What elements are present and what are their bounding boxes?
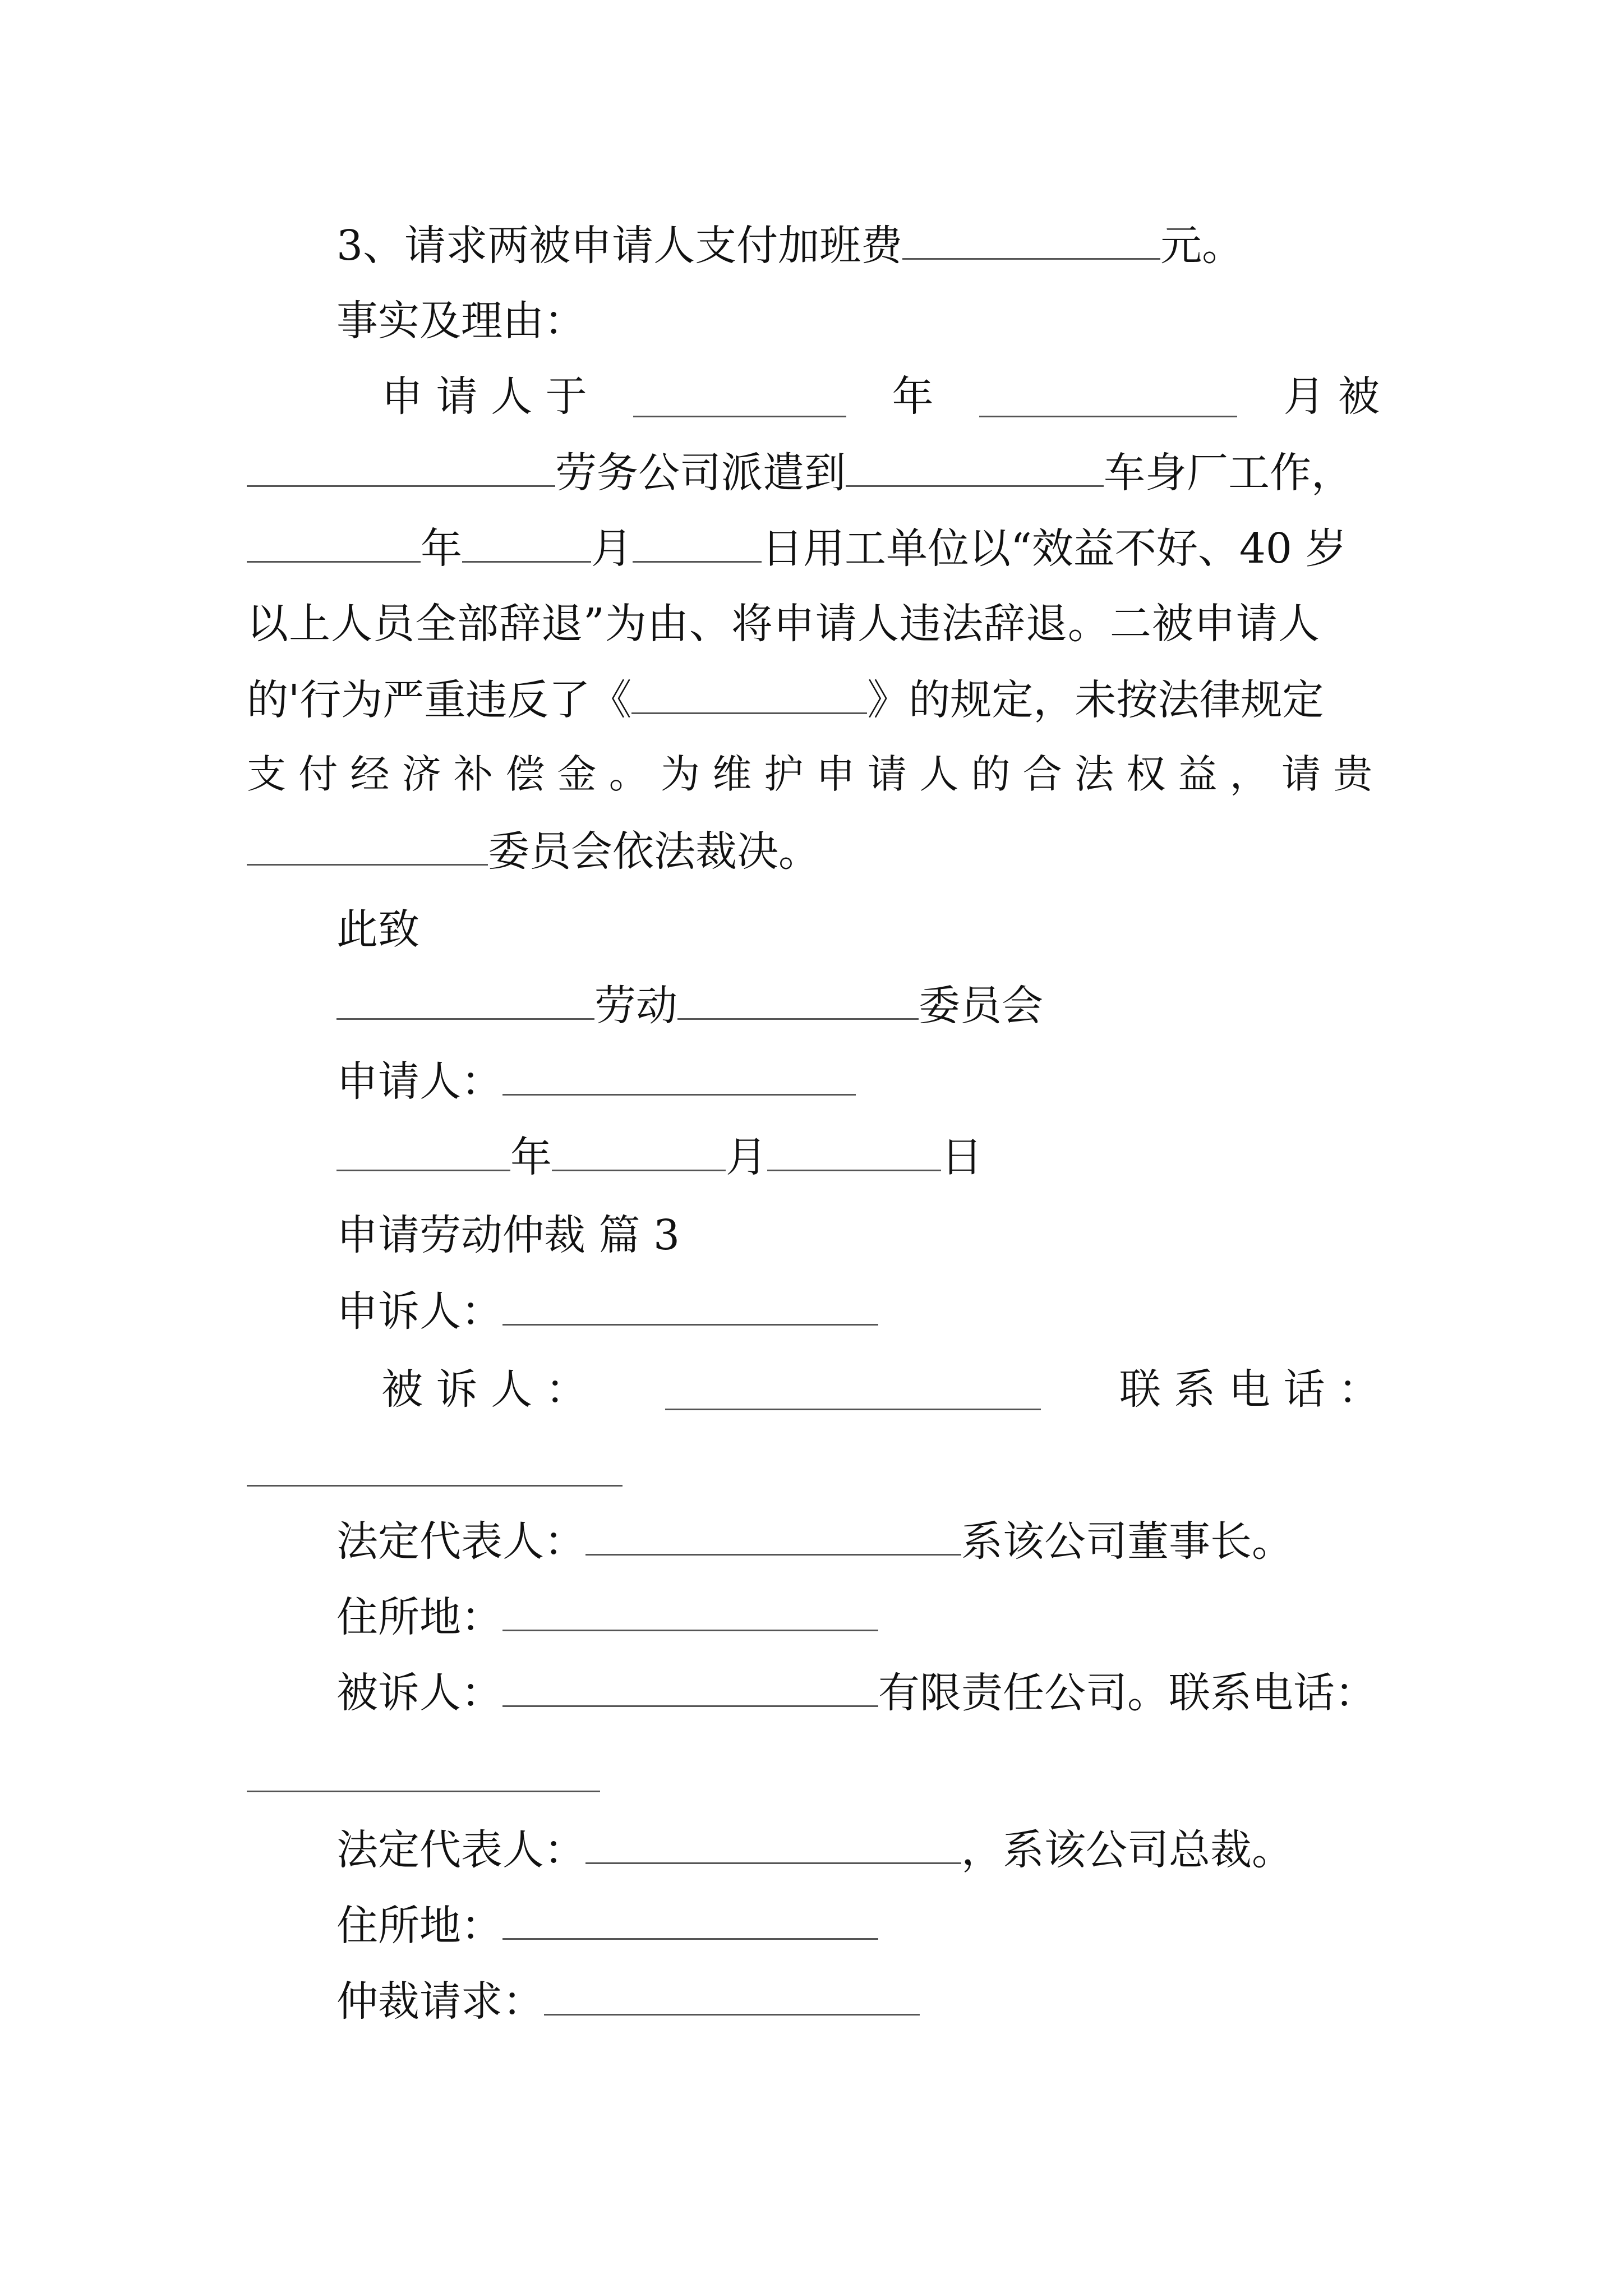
sign-month-label: 月 xyxy=(726,1133,767,1181)
phone-label: 联 系 电 话 ： xyxy=(1119,1365,1380,1414)
dismissal-month-field[interactable] xyxy=(462,527,591,563)
month-label: 月 被 xyxy=(1283,372,1380,421)
complainant-field[interactable] xyxy=(502,1290,878,1326)
respondent-line xyxy=(381,1365,1380,1414)
start-month-field[interactable] xyxy=(979,382,1237,417)
facts-line-7 xyxy=(247,827,820,876)
sign-year-field[interactable] xyxy=(336,1136,510,1171)
facts-line-3 xyxy=(247,524,1347,573)
facts-line-5 xyxy=(247,676,1324,724)
legal-rep-label: 法定代表人： xyxy=(336,1517,585,1566)
violation-suffix: 》的规定，未按法律规定 xyxy=(867,676,1324,724)
section-title: 申请劳动仲裁 篇 3 xyxy=(336,1211,680,1259)
factory-text: 车身厂工作， xyxy=(1104,449,1353,497)
committee-name-field[interactable] xyxy=(247,830,488,866)
claim-item-3-suffix: 元。 xyxy=(1160,222,1244,270)
committee-text: 委员会 xyxy=(919,982,1043,1030)
committee-region-field[interactable] xyxy=(336,984,594,1020)
respondent-field[interactable] xyxy=(665,1375,1041,1410)
address2-field[interactable] xyxy=(502,1904,878,1940)
legal-rep2-field[interactable] xyxy=(585,1829,961,1864)
arbitration-request-label: 仲裁请求： xyxy=(336,1977,544,2026)
dismissal-reason-text: 日用工单位以“效益不好、40 岁 xyxy=(762,524,1347,573)
address-field[interactable] xyxy=(502,1596,878,1631)
law-name-field[interactable] xyxy=(631,679,867,714)
legal-rep-field[interactable] xyxy=(585,1520,961,1556)
dismissal-year-field[interactable] xyxy=(247,527,421,563)
labor-text: 劳动 xyxy=(594,982,677,1030)
sign-day-field[interactable] xyxy=(767,1136,941,1171)
complainant-line xyxy=(336,1287,878,1336)
year-label: 年 xyxy=(892,372,934,421)
employer-field[interactable] xyxy=(846,452,1104,487)
legal-rep2-line xyxy=(336,1826,1293,1874)
overtime-amount-field[interactable] xyxy=(902,224,1160,260)
complainant-label: 申诉人： xyxy=(336,1287,502,1336)
applicant-text: 申 请 人 于 xyxy=(381,372,587,421)
respondent2-label: 被诉人： xyxy=(336,1669,502,1717)
legal-rep-suffix: 系该公司董事长。 xyxy=(961,1517,1293,1566)
facts-heading: 事实及理由： xyxy=(336,297,585,345)
facts-line-2 xyxy=(247,449,1353,497)
salutation: 此致 xyxy=(336,905,419,954)
dismissal-month-label: 月 xyxy=(591,524,633,573)
date-line xyxy=(336,1133,983,1181)
legal-rep2-label: 法定代表人： xyxy=(336,1826,585,1874)
arbitration-request-line xyxy=(336,1977,920,2026)
committee-type-field[interactable] xyxy=(677,984,919,1020)
arbitration-request-field[interactable] xyxy=(544,1980,920,2016)
address-label: 住所地： xyxy=(336,1593,502,1641)
respondent-label: 被 诉 人 ： xyxy=(381,1365,587,1414)
applicant-line xyxy=(336,1057,856,1106)
sign-day-label: 日 xyxy=(941,1133,983,1181)
respondent-phone-field[interactable] xyxy=(247,1484,623,1487)
claim-item-3 xyxy=(336,222,1244,270)
labor-company-field[interactable] xyxy=(247,452,555,487)
claim-item-3-text: 3、请求两被申请人支付加班费 xyxy=(336,222,903,270)
legal-rep2-suffix: ，系该公司总裁。 xyxy=(961,1826,1293,1874)
respondent2-field[interactable] xyxy=(502,1672,878,1707)
address2-line xyxy=(336,1902,878,1950)
sign-month-field[interactable] xyxy=(552,1136,726,1171)
applicant-label: 申请人： xyxy=(336,1057,502,1106)
legal-rep-line xyxy=(336,1517,1293,1566)
facts-line-4: 以上人员全部辞退”为由、将申请人违法辞退。二被申请人 xyxy=(247,600,1320,648)
respondent2-suffix: 有限责任公司。联系电话： xyxy=(878,1669,1376,1717)
address-line xyxy=(336,1593,878,1641)
facts-line-1 xyxy=(381,372,1380,421)
address2-label: 住所地： xyxy=(336,1902,502,1950)
committee-line xyxy=(336,982,1043,1030)
dismissal-day-field[interactable] xyxy=(633,527,762,563)
violation-prefix: 的'行为严重违反了《 xyxy=(247,676,632,724)
dismissal-year-label: 年 xyxy=(421,524,462,573)
start-year-field[interactable] xyxy=(633,382,846,417)
ruling-text: 委员会依法裁决。 xyxy=(488,827,820,876)
applicant-field[interactable] xyxy=(502,1060,856,1096)
respondent2-phone-field[interactable] xyxy=(247,1789,600,1792)
sign-year-label: 年 xyxy=(510,1133,552,1181)
respondent2-line xyxy=(336,1669,1376,1717)
facts-line-6: 支 付 经 济 补 偿 金 。 为 维 护 申 请 人 的 合 法 权 益 ， 请 贵 xyxy=(247,751,1373,797)
dispatch-text: 劳务公司派遣到 xyxy=(555,449,846,497)
